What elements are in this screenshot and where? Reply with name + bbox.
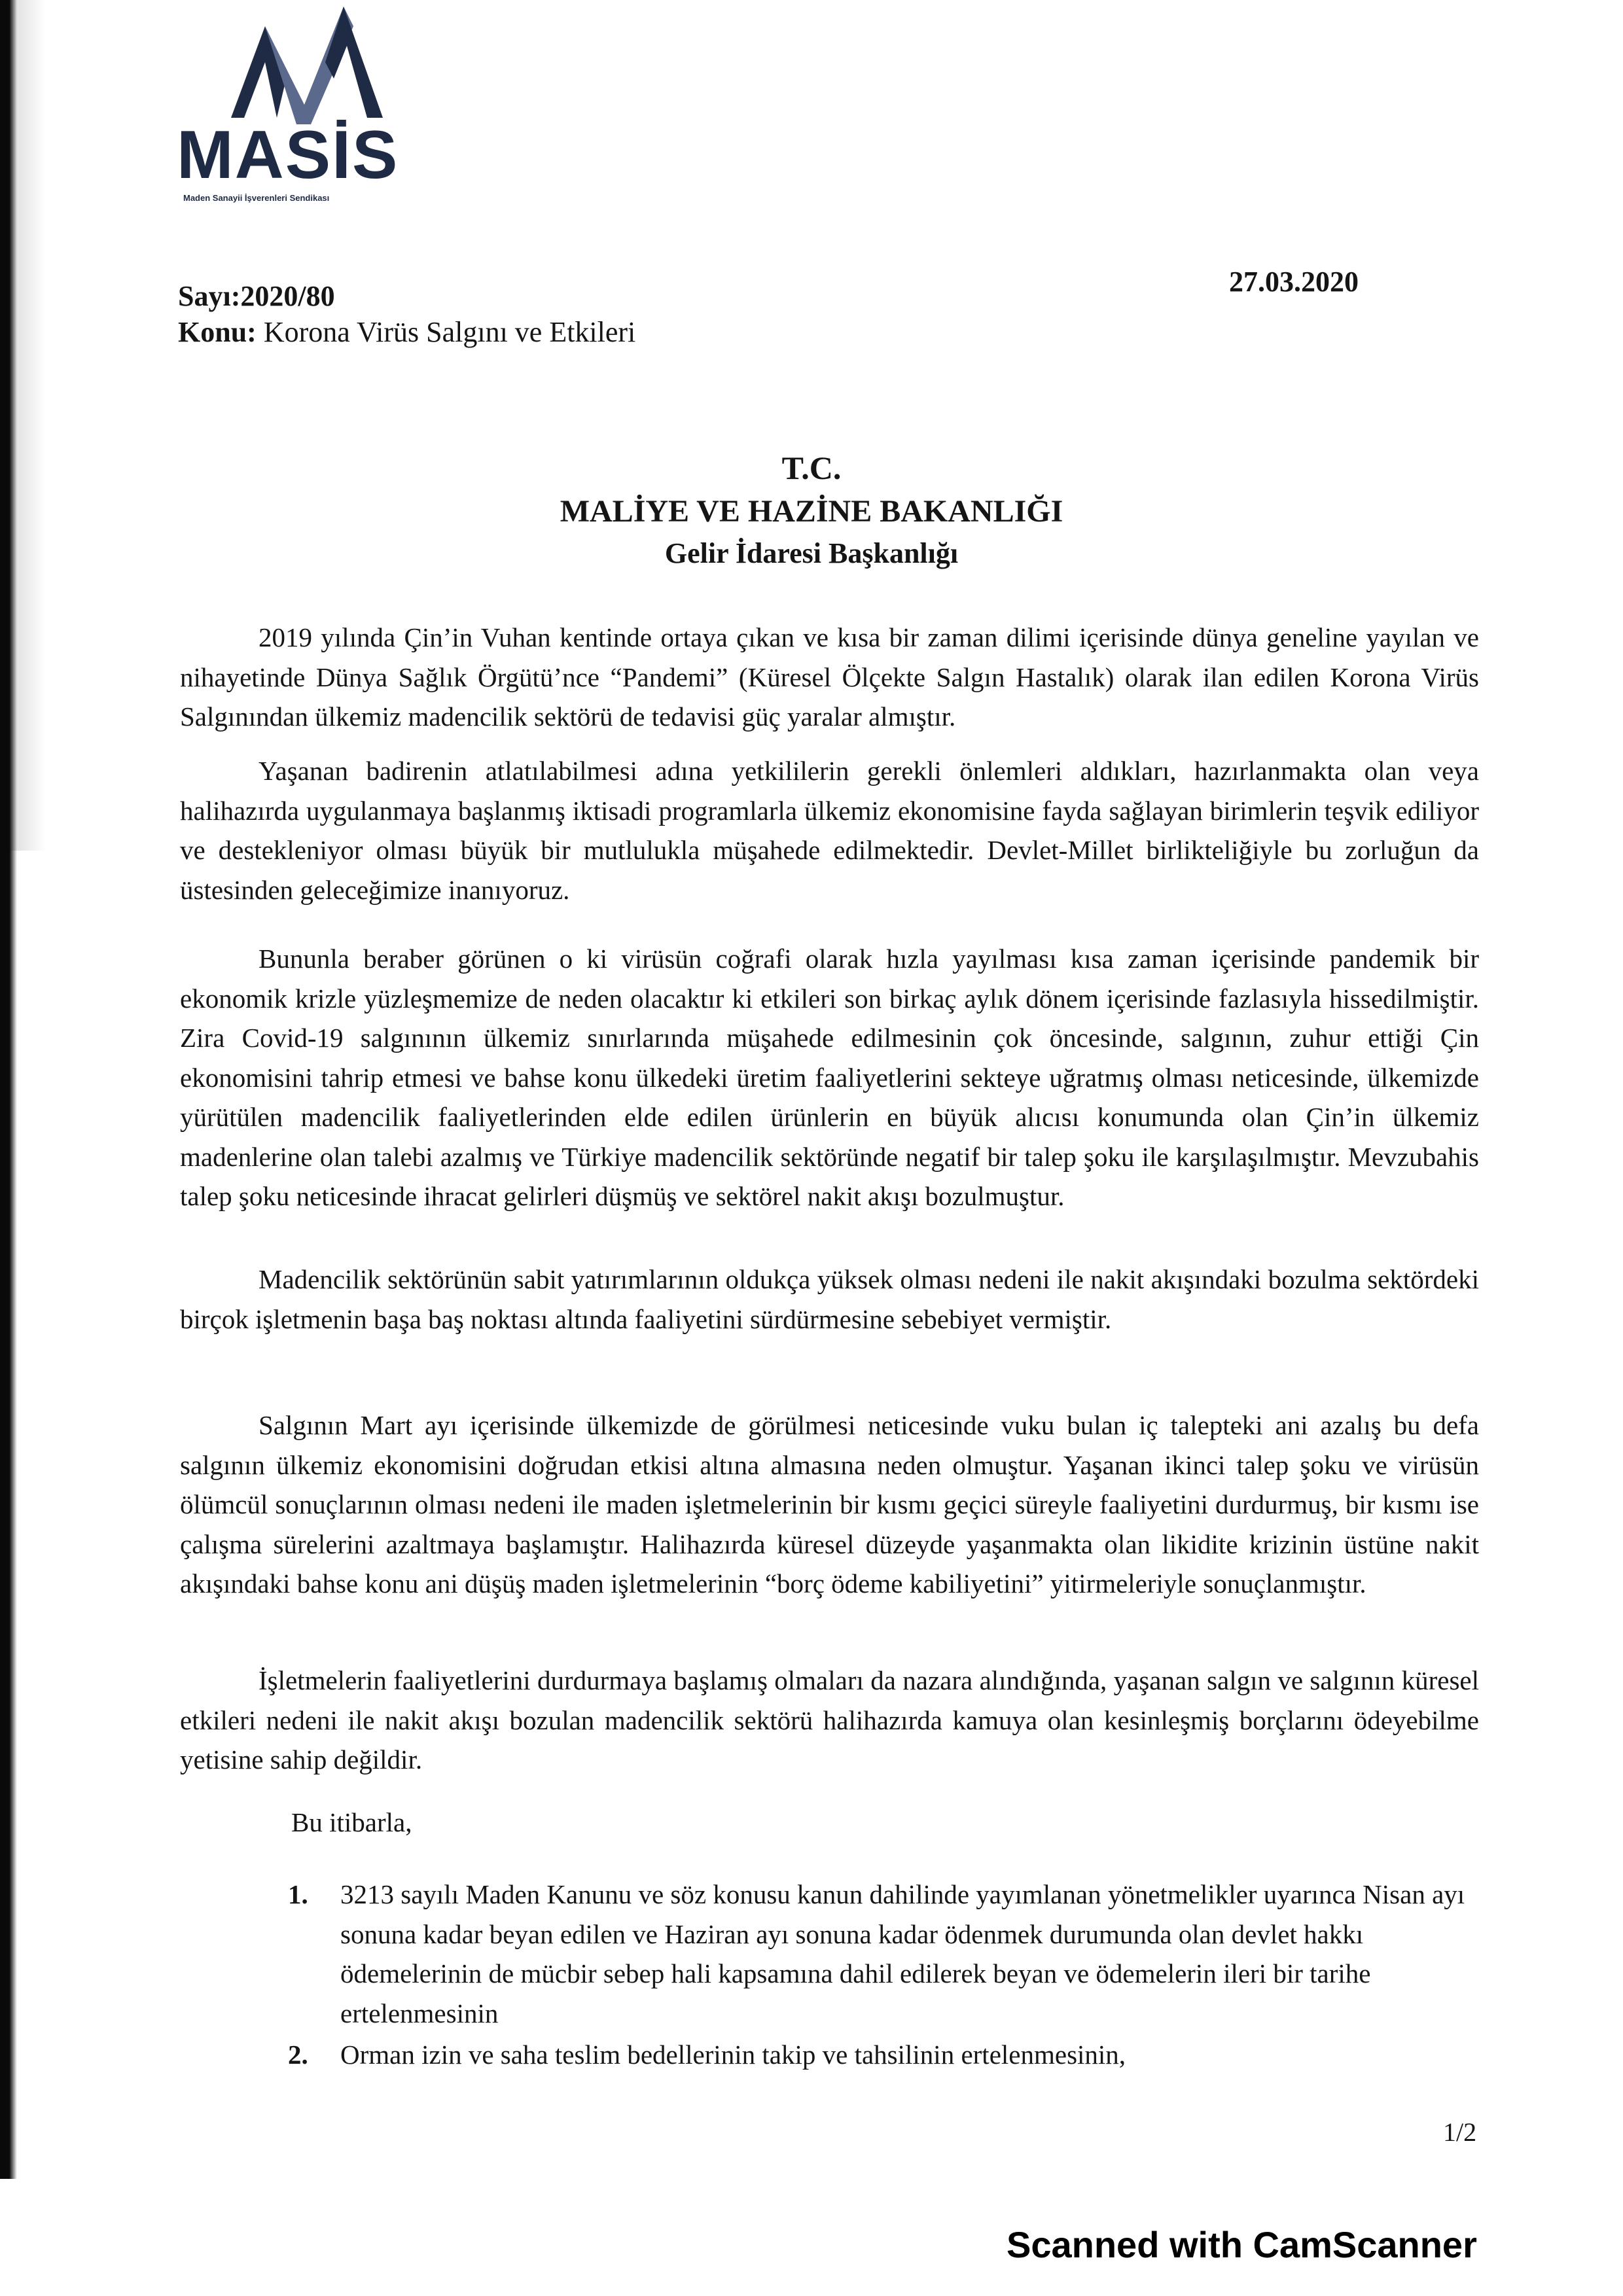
body-paragraph-6: İşletmelerin faaliyetlerini durdurmaya başlamış olmaları da nazara alındığında, yaşanan salgın ve salgının küresel etkileri nedeni ile nakit akışı bozulan madencilik sektörü halihazırda kamuya olan kesinleşmiş borçlarını ödeyebilme yetisine sahip değildir. bbox=[180, 1665, 1479, 1775]
lead-in: Bu itibarla, bbox=[291, 1807, 412, 1837]
letter-date: 27.03.2020 bbox=[1229, 266, 1359, 298]
body-paragraph-5: Salgının Mart ayı içerisinde ülkemizde de görülmesi neticesinde vuku bulan iç talepteki ani azalış bu defa salgının ülkemiz ekonomisini doğrudan etkisi altına almasına neden olmuştur. Yaşanan ikinci talep şoku ve virüsün ölümcül sonuçlarının olması nedeni ile maden işletmelerinin bir kısmı geçici süreyle faaliyetini durdurmuş, bir kısmı ise çalışma sürelerini azaltmaya başlamıştır. Halihazırda küresel düzeyde yaşanmakta olan likidite krizinin üstüne nakit akışındaki bahse konu ani düşüş maden işletmelerinin “borç ödeme kabiliyetini” yitirmeleriyle sonuçlanmıştır. bbox=[180, 1410, 1479, 1598]
recipient-line-3: Gelir İdaresi Başkanlığı bbox=[664, 537, 959, 569]
sayi-label: Sayı: bbox=[178, 280, 241, 312]
body-paragraph-2: Yaşanan badirenin atlatılabilmesi adına yetkililerin gerekli önlemleri aldıkları, hazırlanmakta olan veya halihazırda uygulanmaya başlanmış iktisadi programlarla ülkemiz ekonomisine fayda sağlayan birimlerin teşvik ediliyor ve destekleniyor olması büyük bir mutlulukla müşahede edilmektedir. Devlet-Millet birlikteliğiyle bu zorluğun da üstesinden geleceğimize inanıyoruz. bbox=[180, 756, 1479, 905]
subject-line bbox=[178, 315, 635, 350]
list-item-number: 2. bbox=[288, 2040, 308, 2070]
body-paragraph-1: 2019 yılında Çin’in Vuhan kentinde ortaya çıkan ve kısa bir zaman dilimi içerisinde dünya geneline yayılan ve nihayetinde Dünya Sağlık Örgütü’nce “Pandemi” (Küresel Ölçekte Salgın Hastalık) olarak ilan edilen Korona Virüs Salgınından ülkemiz madencilik sektörü de tedavisi güç yaralar almıştır. bbox=[180, 622, 1479, 732]
logo-subtitle: Maden Sanayii İşverenleri Sendikası bbox=[183, 193, 330, 203]
list-item bbox=[289, 1875, 1484, 2033]
body-paragraph-3: Bununla beraber görünen o ki virüsün coğrafi olarak hızla yayılması kısa zaman içerisinde pandemik bir ekonomik krizle yüzleşmemize de neden olacaktır ki etkileri son birkaç aylık dönem içerisinde fazlasıyla hissedilmiştir. Zira Covid-19 salgınının ülkemiz sınırlarında müşahede edilmesinin çok öncesinde, salgının, zuhur ettiği Çin ekonomisini tahrip etmesi ve bahse konu ülkedeki üretim faaliyetlerini sekteye uğratmış olması neticesinde, ülkemizde yürütülen madencilik faaliyetlerinden elde edilen ürünlerin en büyük alıcısı konumunda olan Çin’in ülkemiz madenlerine olan talebi azalmış ve Türkiye madencilik sektöründe negatif bir talep şoku ile karşılaşılmıştır. Mevzubahis talep şoku neticesinde ihracat gelirleri düşmüş ve sektörel nakit akışı bozulmuştur. bbox=[180, 944, 1479, 1211]
page-number: 1/2 bbox=[1443, 2117, 1477, 2147]
scan-left-border bbox=[0, 0, 17, 2179]
masis-m-mark-icon bbox=[219, 0, 389, 124]
logo-wordmark: MASİS bbox=[177, 117, 399, 193]
konu-label: Konu: bbox=[178, 316, 257, 348]
sayi-value: 2020/80 bbox=[240, 280, 335, 312]
body-paragraph-4: Madencilik sektörünün sabit yatırımlarının oldukça yüksek olması nedeni ile nakit akışındaki bozulma sektördeki birçok işletmenin başa baş noktası altında faaliyetini sürdürmesine sebebiyet vermiştir. bbox=[180, 1264, 1479, 1334]
scanner-watermark: Scanned with CamScanner bbox=[1007, 2224, 1477, 2265]
list-item-text: 3213 sayılı Maden Kanunu ve söz konusu kanun dahilinde yayımlanan yönetmelikler uyarınca Nisan ayı sonuna kadar beyan edilen ve Haziran ayı sonuna kadar ödenmek durumunda olan devlet hakkı ödemelerinin de mücbir sebep hali kapsamına dahil edilerek beyan ve ödemelerin ileri bir tarihe ertelenmesinin bbox=[340, 1879, 1465, 2028]
list-item-text: Orman izin ve saha teslim bedellerinin takip ve tahsilinin ertelenmesinin, bbox=[340, 2040, 1126, 2070]
konu-value: Korona Virüs Salgını ve Etkileri bbox=[263, 316, 636, 348]
masis-logo bbox=[177, 0, 432, 209]
recipient-line-1: T.C. bbox=[781, 450, 842, 486]
reference-number-line bbox=[178, 279, 335, 314]
list-item-number: 1. bbox=[288, 1879, 308, 1909]
recipient-line-2: MALİYE VE HAZİNE BAKANLIĞI bbox=[560, 494, 1063, 529]
list-item bbox=[289, 2035, 1484, 2075]
